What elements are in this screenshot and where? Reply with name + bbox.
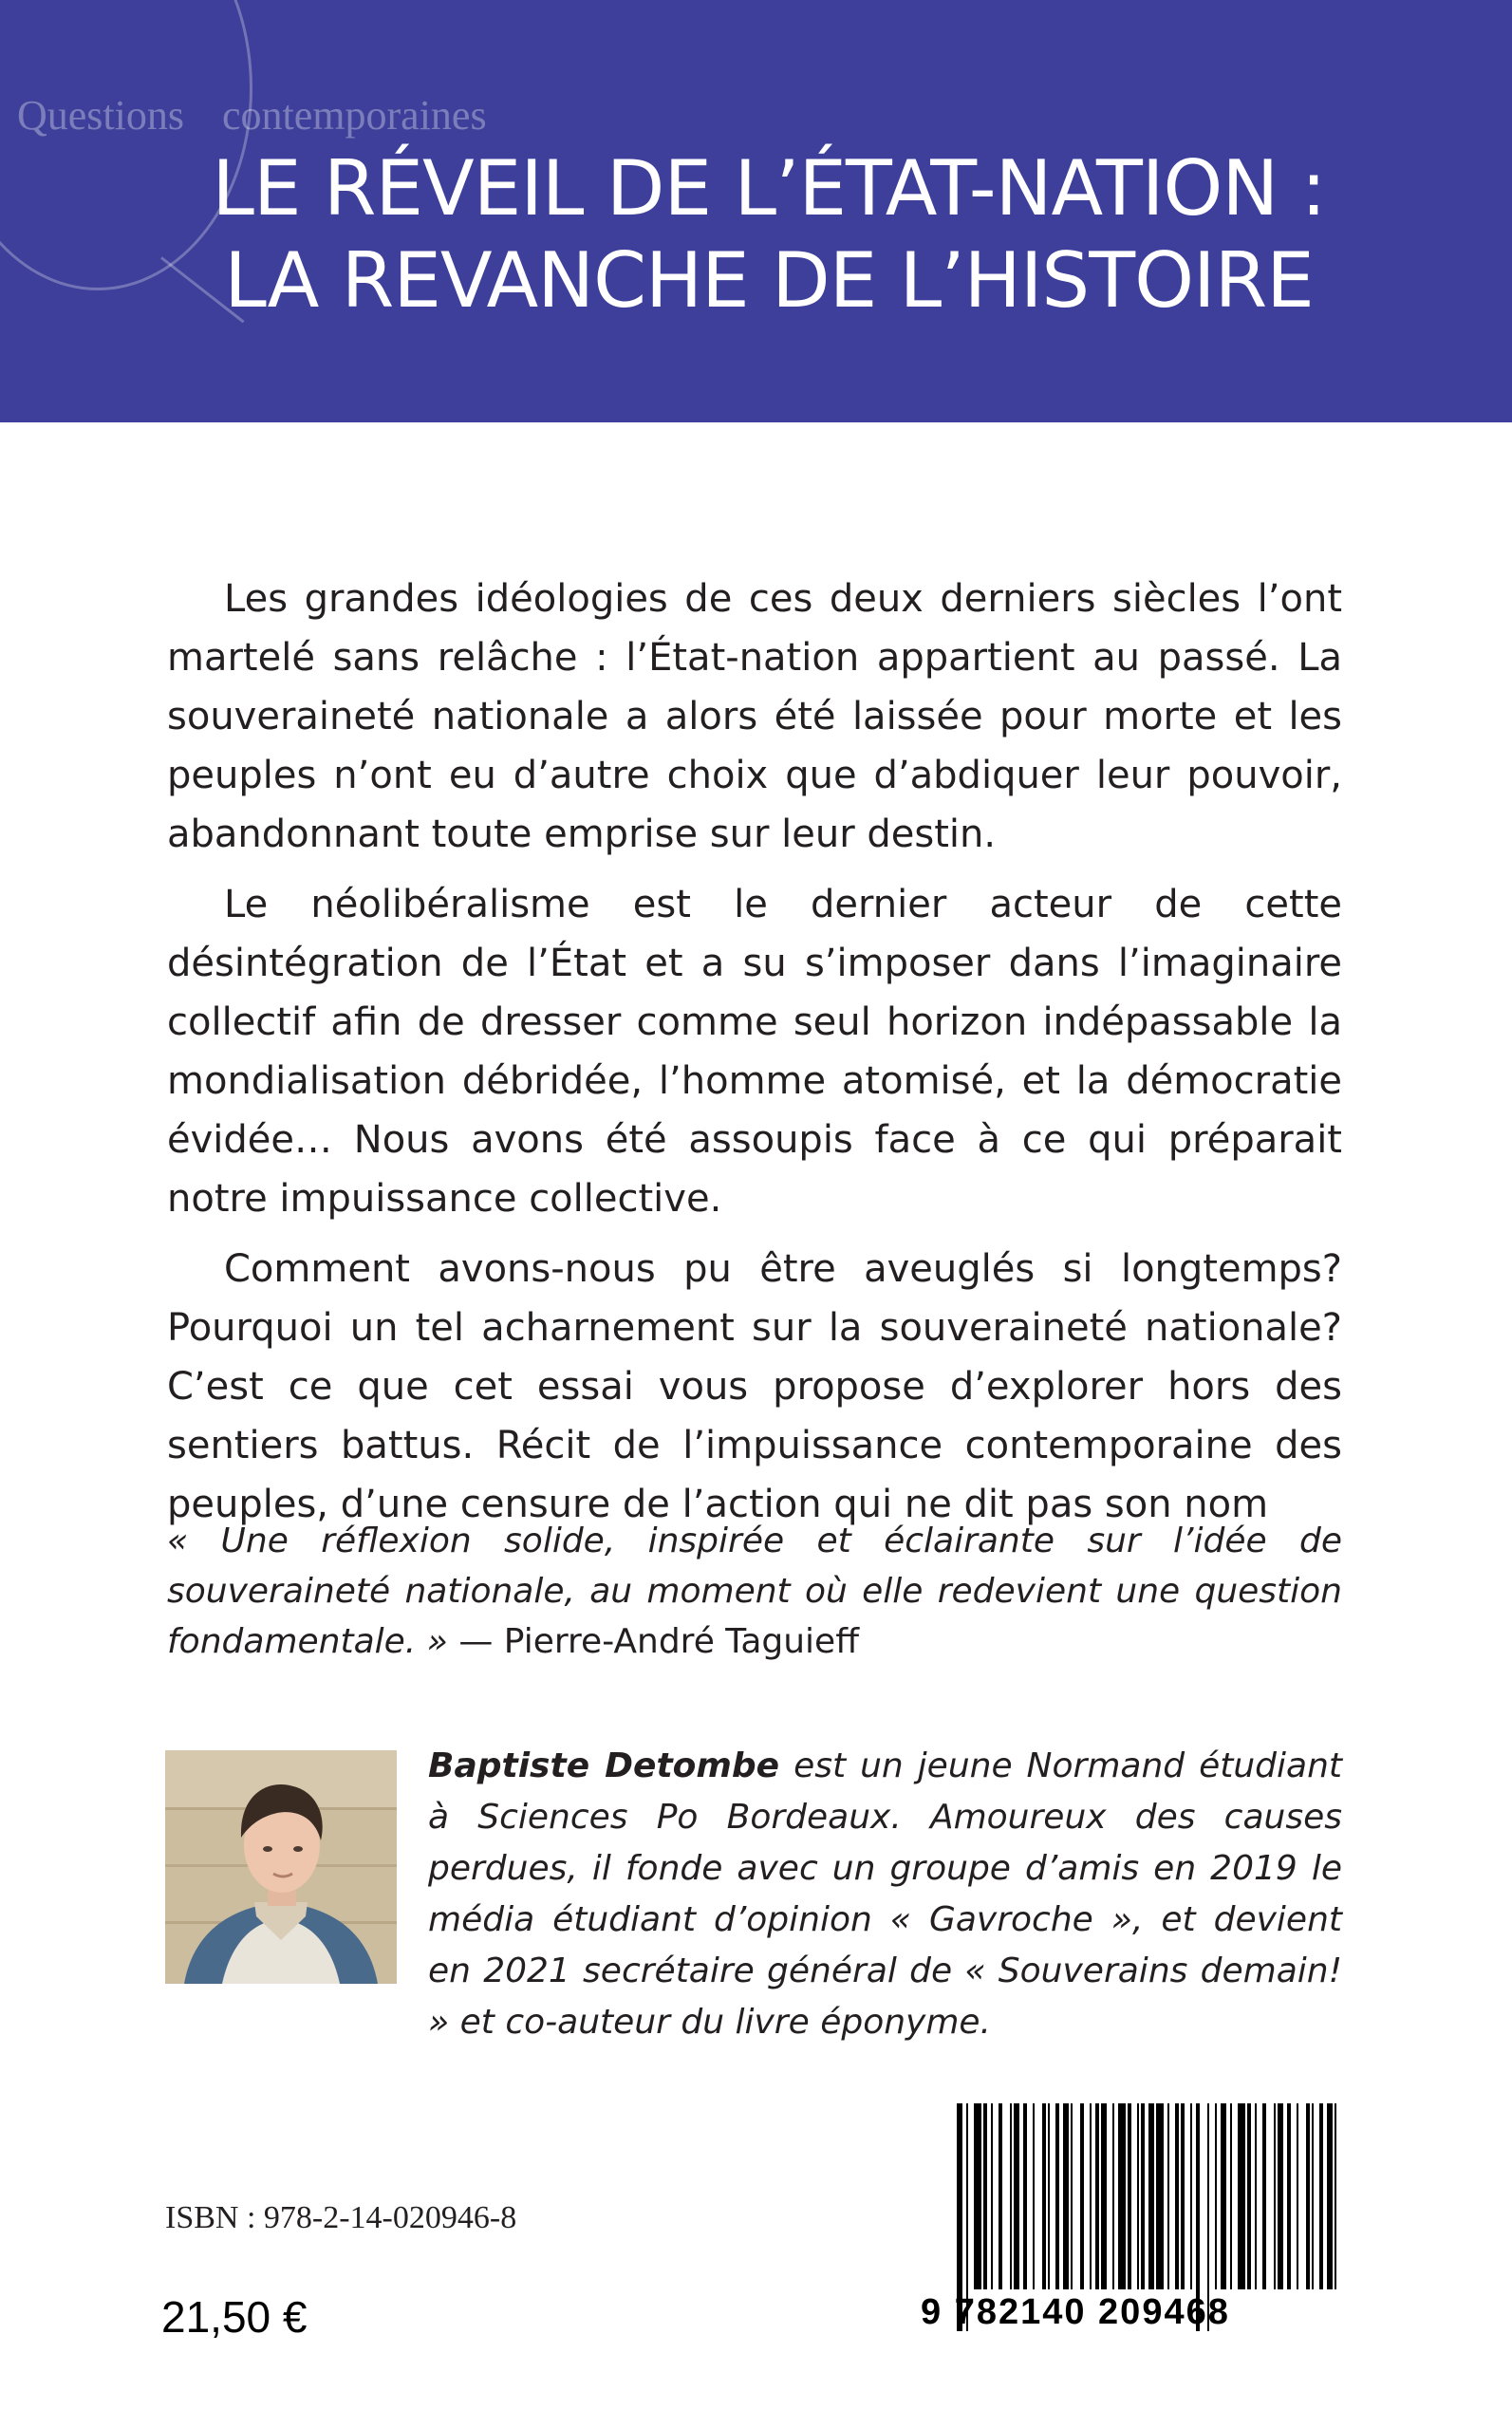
barcode-bar [999, 2103, 1002, 2289]
barcode-bar [1128, 2103, 1131, 2289]
barcode-bar [1274, 2103, 1276, 2289]
barcode-bar [1175, 2103, 1179, 2289]
series-word-2: contemporaines [222, 92, 487, 139]
isbn: ISBN : 978-2-14-020946-8 [165, 2200, 517, 2235]
barcode-bar [1055, 2103, 1059, 2289]
quote-attribution: — Pierre-André Taguieff [447, 1622, 859, 1661]
barcode-bar [1090, 2103, 1092, 2289]
author-name: Baptiste Detombe [428, 1746, 780, 1785]
barcode-bar [1101, 2103, 1107, 2289]
barcode-bar [1221, 2103, 1226, 2289]
barcode-bar [1023, 2103, 1027, 2289]
barcode-bar [1327, 2103, 1333, 2289]
price: 21,50 € [161, 2292, 308, 2342]
author-bio-text: est un jeune Normand étudiant à Sciences Po Bordeaux. Amoureux des causes perdues, il fonde avec un groupe d’amis en 2019 le média étudiant d’opinion « Gavroche », et devient en 2021 secrétaire général de « Souverains demain! » et co-auteur du livre éponyme. [428, 1746, 1343, 2042]
barcode-digits: 9 782140 209468 [921, 2292, 1230, 2332]
barcode-bar [1247, 2103, 1251, 2289]
series-name [17, 91, 487, 140]
endorsement-quote [167, 1516, 1342, 1667]
barcode-bar [1141, 2103, 1145, 2289]
barcode-bar [1156, 2103, 1164, 2289]
barcode-bar [974, 2103, 981, 2289]
blurb-paragraph-2: Le néolibéralisme est le dernier acteur de cette désintégration de l’État et a su s’imposer dans l’imaginaire collectif afin de dresser comme seul horizon indépassable la mondialisation débridée, l’homme atomisé, et la démocratie évidée… Nous avons été assoupis face à ce qui préparait notre impuissance collective. [167, 883, 1342, 1221]
barcode-bar [1230, 2103, 1232, 2289]
barcode-bar [1014, 2103, 1019, 2289]
back-cover-blurb [167, 570, 1342, 1545]
book-title [190, 142, 1348, 327]
barcode-bar [1042, 2103, 1046, 2289]
barcode-bar [1306, 2103, 1310, 2289]
barcode-bar [1287, 2103, 1291, 2289]
barcode-bar [1137, 2103, 1139, 2289]
quote-text: « Une réflexion solide, inspirée et éclairante sur l’idée de souveraineté nationale, au moment où elle redevient une question fondamentale. » [167, 1522, 1342, 1661]
cover-header [0, 0, 1512, 422]
barcode-bar [1167, 2103, 1169, 2289]
barcode-bar [1010, 2103, 1012, 2289]
blurb-paragraph-1: Les grandes idéologies de ces deux derniers siècles l’ont martelé sans relâche : l’État-nation appartient au passé. La souveraineté nationale a alors été laissée pour morte et les peuples n’ont eu d’autre choix que d’abdiquer leur pouvoir, abandonnant toute emprise sur leur destin. [167, 577, 1342, 856]
barcode-bar [1238, 2103, 1245, 2289]
barcode-bar [1312, 2103, 1314, 2289]
barcode-bar [1048, 2103, 1050, 2289]
barcode-bar [1148, 2103, 1154, 2289]
barcode-bar [1190, 2103, 1192, 2289]
barcode-bar [991, 2103, 993, 2289]
barcode-bar [1112, 2103, 1114, 2289]
barcode-bar [1118, 2103, 1126, 2289]
barcode-bar [1181, 2103, 1185, 2289]
barcode-bar [1033, 2103, 1035, 2289]
barcode-bar [1215, 2103, 1217, 2289]
author-bio [428, 1741, 1342, 2048]
barcode-bar [1063, 2103, 1069, 2289]
title-line-1: LE RÉVEIL DE L’ÉTAT-NATION : [212, 144, 1326, 233]
title-line-2: LA REVANCHE DE L’HISTOIRE [224, 236, 1314, 325]
barcode-bar [1255, 2103, 1257, 2289]
barcode-bar [1080, 2103, 1084, 2289]
barcode-bar [1319, 2103, 1323, 2289]
barcode-bar [1071, 2103, 1073, 2289]
blurb-paragraph-3: Comment avons-nous pu être aveuglés si longtemps? Pourquoi un tel acharnement sur la souveraineté nationale? C’est ce que cet essai vous propose d’explorer hors des sentiers battus. Récit de l’impuissance contemporaine des peuples, d’une censure de l’action qui ne dit pas son nom [167, 1247, 1342, 1526]
barcode-bar [1335, 2103, 1336, 2289]
barcode-bar [1262, 2103, 1266, 2289]
author-photo [165, 1750, 397, 1984]
barcode-bar [1297, 2103, 1298, 2289]
barcode-bar [1278, 2103, 1283, 2289]
series-word-1: Questions [17, 92, 184, 139]
barcode-bar [983, 2103, 987, 2289]
barcode-bar [1095, 2103, 1099, 2289]
